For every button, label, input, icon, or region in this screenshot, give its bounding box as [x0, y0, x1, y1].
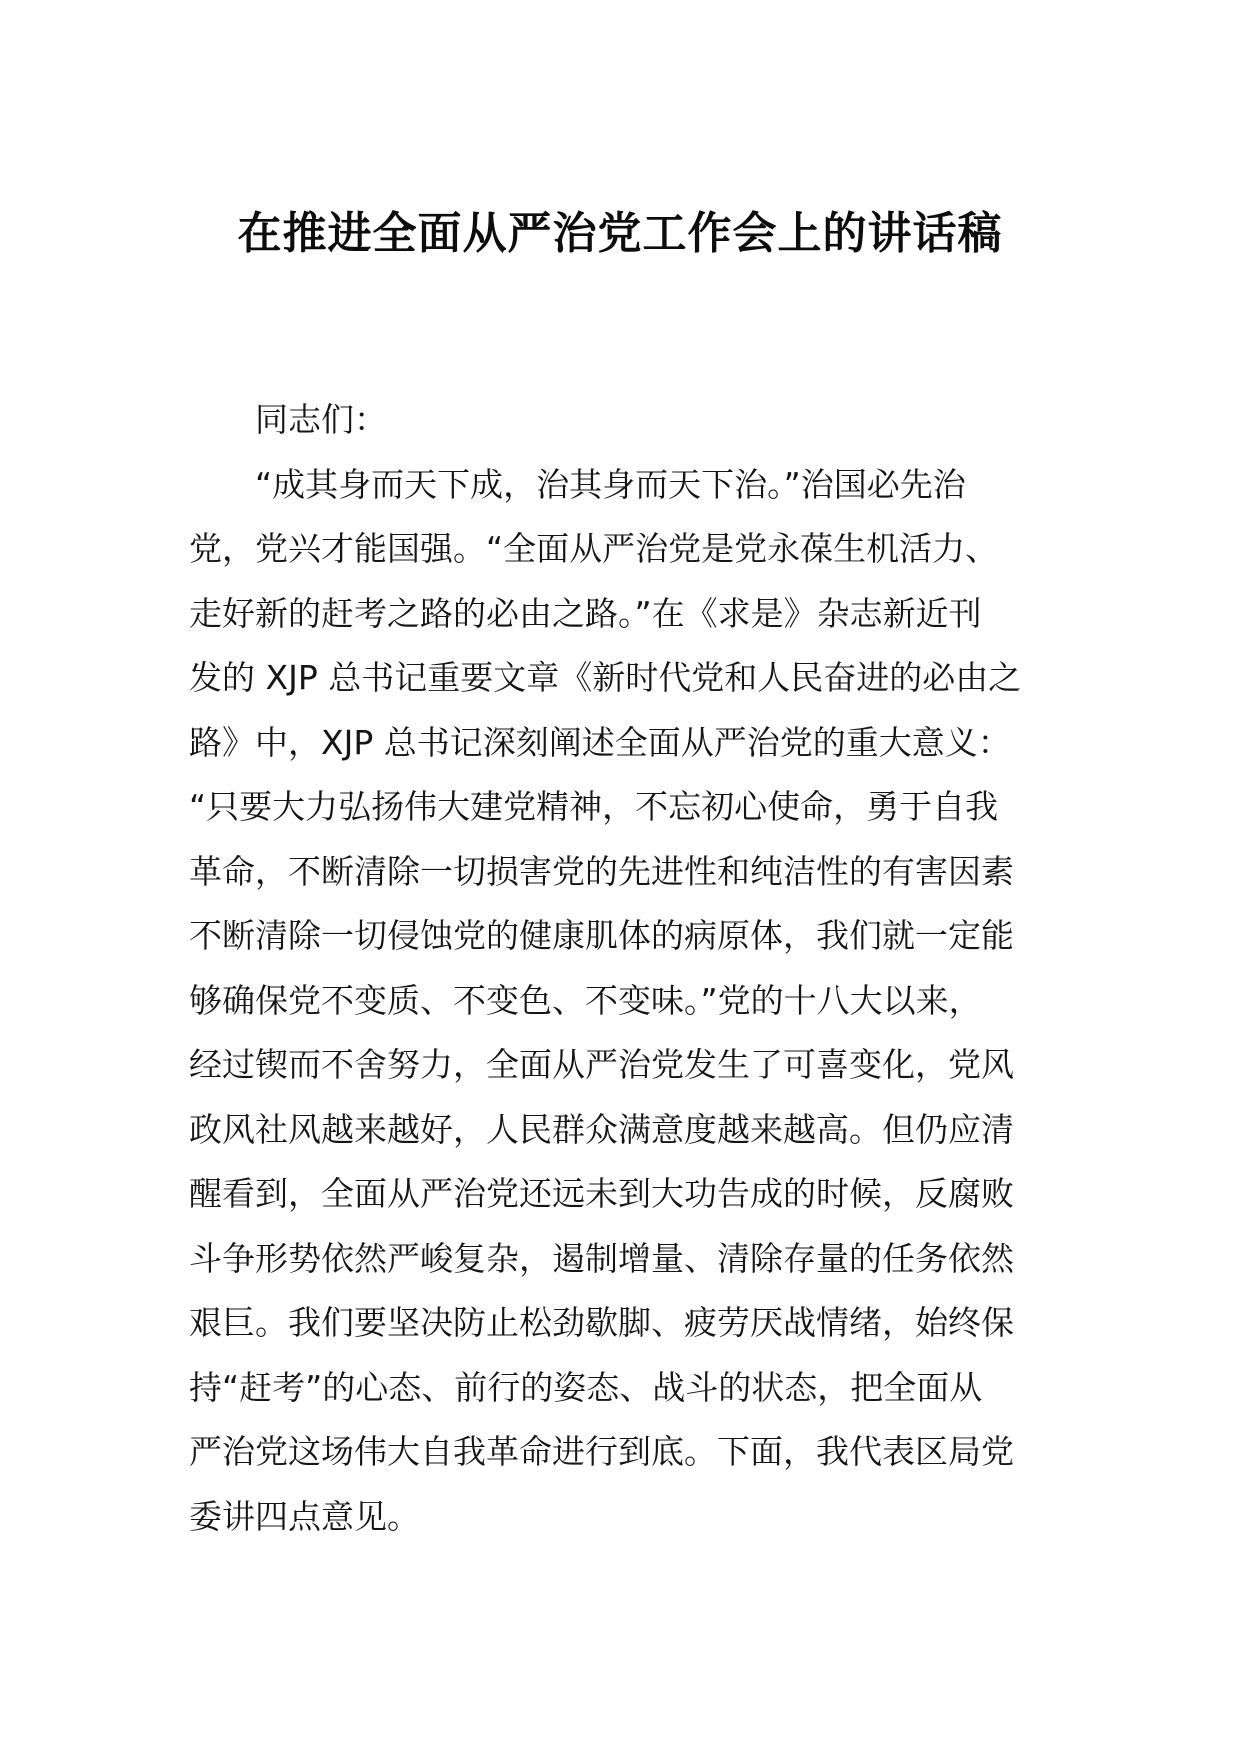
document-body [189, 388, 1063, 1549]
paragraph-line: 斗争形势依然严峻复杂，遏制增量、清除存量的任务依然 [189, 1238, 1014, 1278]
paragraph-line: 艰巨。我们要坚决防止松劲歇脚、疲劳厌战情绪，始终保 [189, 1303, 1014, 1342]
paragraph-line: 革命，不断清除一切损害党的先进性和纯洁性的有害因素 [189, 851, 1014, 891]
paragraph-line: 委讲四点意见。 [189, 1496, 420, 1536]
paragraph-line: 走好新的赶考之路的必由之路。”在《求是》杂志新近刊 [189, 593, 982, 633]
salutation: 同志们： [255, 400, 387, 439]
paragraph-line: “只要大力弘扬伟大建党精神，不忘初心使命，勇于自我 [189, 787, 999, 826]
paragraph-line: 够确保党不变质、不变色、不变味。”党的十八大以来， [189, 980, 982, 1020]
paragraph-line: 不断清除一切侵蚀党的健康肌体的病原体，我们就一定能 [189, 916, 1014, 955]
paragraph-line: 发的 XJP 总书记重要文章《新时代党和人民奋进的必由之 [189, 658, 1022, 697]
body-paragraph [189, 453, 1063, 1550]
document-title: 在推进全面从严治党工作会上的讲话稿 [237, 208, 1003, 259]
paragraph-line: 党，党兴才能国强。“全面从严治党是党永葆生机活力、 [189, 529, 999, 568]
paragraph-line: 严治党这场伟大自我革命进行到底。下面，我代表区局党 [189, 1432, 1014, 1471]
paragraph-line: 路》中，XJP 总书记深刻阐述全面从严治党的重大意义： [189, 722, 1011, 762]
paragraph-line: 持“赶考”的心态、前行的姿态、战斗的状态，把全面从 [189, 1367, 983, 1407]
paragraph-line: 政风社风越来越好，人民群众满意度越来越高。但仍应清 [189, 1109, 1014, 1149]
paragraph-line: “成其身而天下成，治其身而天下治。”治国必先治 [255, 464, 966, 504]
paragraph-line: 醒看到，全面从严治党还远未到大功告成的时候，反腐败 [189, 1174, 1014, 1213]
paragraph-line: 经过锲而不舍努力，全面从严治党发生了可喜变化，党风 [189, 1045, 1014, 1084]
